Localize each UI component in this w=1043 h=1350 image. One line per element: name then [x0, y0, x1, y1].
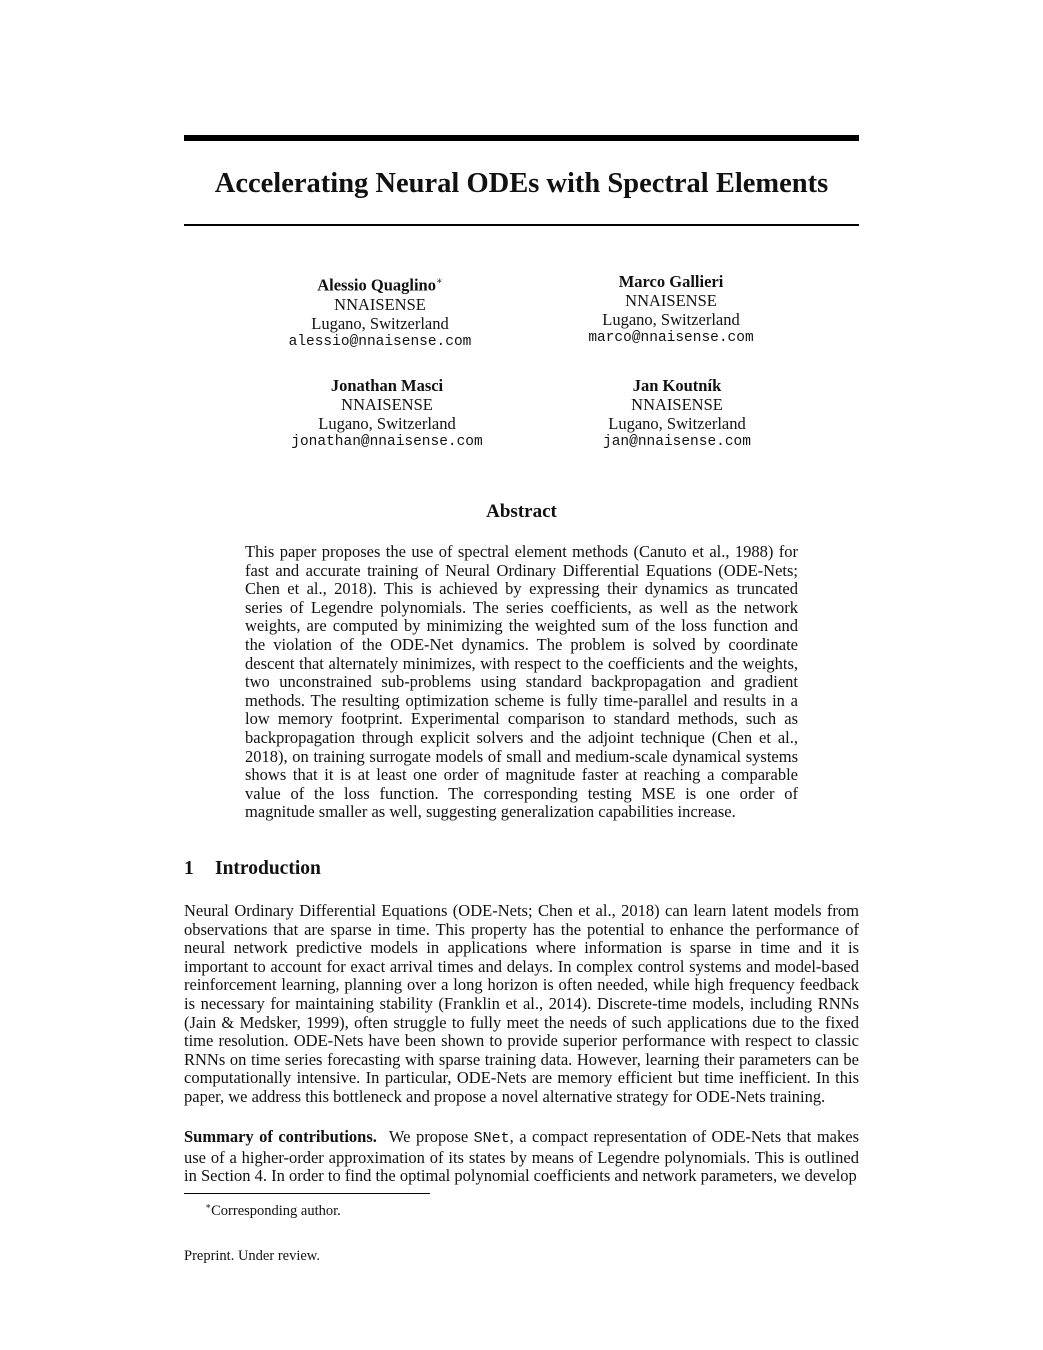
- author-name: Jonathan Masci: [330, 376, 444, 395]
- author-name: Marco Gallieri: [618, 272, 724, 291]
- abstract-heading: Abstract: [486, 501, 557, 522]
- author-location: Lugano, Switzerland: [602, 310, 740, 329]
- footnote-rule: [184, 1193, 430, 1194]
- author-email: jan@nnaisense.com: [603, 434, 751, 450]
- summary-run-in-heading: Summary of contributions.: [184, 1127, 377, 1146]
- author-location: Lugano, Switzerland: [608, 414, 746, 433]
- author-affiliation: NNAISENSE: [334, 294, 426, 314]
- introduction-paragraph: Neural Ordinary Differential Equations (ODE-Nets; Chen et al., 2018) can learn latent models from observations that are sparse in time. This property has the potential to enhance the performance of neural network predictive models in applications where information is sparse in time and it is important to account for exact arrival times and delays. In complex control systems and model-based reinforcement learning, planning over a long horizon is often needed, while high frequency feedback is necessary for maintaining stability (Franklin et al., 2014). Discrete-time models, including RNNs (Jain & Medsker, 1999), often struggle to fully meet the needs of such applications due to the fixed time resolution. ODE-Nets have been shown to provide superior performance with respect to classic RNNs on time series forecasting with sparse training data. However, learning their parameters can be computationally intensive. In particular, ODE-Nets are memory efficient but time inefficient. In this paper, we address this bottleneck and propose a novel alternative strategy for ODE-Nets training.: [184, 901, 859, 1106]
- summary-text-rest: , a compact representation of ODE-Nets that makes use of a higher-order approximation of its states by means of Legendre polynomials. This is outlined in Section 4. In order to find the optimal polynomial coefficients and network parameters, we develop: [184, 1127, 859, 1186]
- footnote: [205, 1197, 341, 1220]
- title-bottom-rule: [184, 224, 859, 226]
- author-footnote-mark: ∗: [435, 276, 443, 287]
- author-affiliation: NNAISENSE: [341, 395, 433, 414]
- footnote-mark: ∗: [205, 1201, 212, 1211]
- title-top-rule: [184, 135, 859, 141]
- author-block-2: [511, 272, 831, 348]
- author-affiliation: NNAISENSE: [625, 291, 717, 310]
- author-email: alessio@nnaisense.com: [288, 333, 472, 350]
- author-block-4: [517, 376, 837, 452]
- section-heading-introduction: [184, 857, 321, 881]
- author-name: Alessio Quaglino∗: [317, 275, 443, 295]
- author-email: jonathan@nnaisense.com: [291, 434, 483, 450]
- preprint-note: Preprint. Under review.: [184, 1248, 320, 1264]
- author-block-1: [220, 272, 540, 352]
- section-title: Introduction: [215, 858, 321, 879]
- author-name: Jan Koutník: [632, 376, 722, 395]
- abstract-text: This paper proposes the use of spectral element methods (Canuto et al., 1988) for fast and accurate training of Neural Ordinary Differential Equations (ODE-Nets; Chen et al., 2018). This is achieved by expressing their dynamics as truncated series of Legendre polynomials. The series coefficients, as well as the network weights, are computed by minimizing the weighted sum of the loss function and the violation of the ODE-Net dynamics. The problem is solved by coordinate descent that alternately minimizes, with respect to the coefficients and the weights, two unconstrained sub-problems using standard backpropagation and gradient methods. The resulting optimization scheme is fully time-parallel and results in a low memory footprint. Experimental comparison to standard methods, such as backpropagation through explicit solvers and the adjoint technique (Chen et al., 2018), on training surrogate models of small and medium-scale dynamical systems shows that it is at least one order of magnitude faster at reaching a comparable value of the loss function. The corresponding testing MSE is one order of magnitude smaller as well, suggesting generalization capabilities increase.: [245, 542, 798, 822]
- summary-text-start: We propose: [388, 1127, 474, 1146]
- footnote-text: Corresponding author.: [211, 1202, 341, 1219]
- author-email: marco@nnaisense.com: [588, 330, 754, 346]
- section-number: 1: [184, 858, 194, 879]
- paper-title: Accelerating Neural ODEs with Spectral Elements: [214, 168, 829, 199]
- author-affiliation: NNAISENSE: [631, 395, 723, 414]
- author-location: Lugano, Switzerland: [318, 414, 456, 433]
- author-location: Lugano, Switzerland: [311, 313, 449, 333]
- summary-of-contributions-paragraph: [184, 1128, 859, 1186]
- author-block-3: [227, 376, 547, 452]
- snet-code-term: SNet: [473, 1130, 510, 1147]
